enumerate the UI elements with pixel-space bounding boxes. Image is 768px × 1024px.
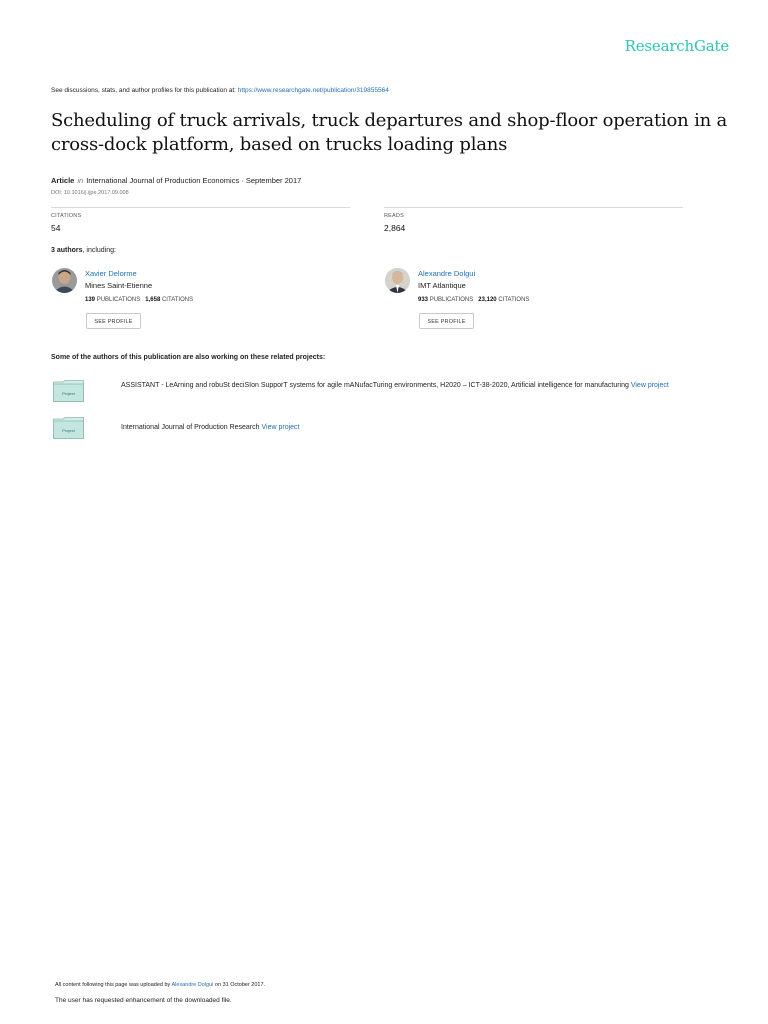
author-avatar-alexandre-dolgui[interactable]: [385, 268, 410, 293]
related-projects-heading: Some of the authors of this publication are also working on these related projects:: [51, 354, 326, 361]
authors-count-suffix: , including:: [82, 247, 116, 254]
see-discussions-text: See discussions, stats, and author profiles for this publication at:: [51, 87, 238, 94]
publication-meta: [51, 176, 301, 185]
uploader-link[interactable]: Alexandre Dolgui: [171, 982, 214, 988]
upload-note-prefix: All content following this page was uploaded by: [55, 982, 172, 988]
author-institution: Mines Saint-Etienne: [85, 281, 153, 290]
upload-note-suffix: on 31 October 2017.: [213, 982, 266, 988]
reads-label: READS: [384, 213, 404, 219]
project-icon-label: Project: [62, 428, 75, 433]
publication-title: Scheduling of truck arrivals, truck departures and shop-floor operation in a cross-dock platform, based on trucks loading plans: [51, 110, 728, 155]
upload-note: [55, 982, 265, 988]
author-publications-label: PUBLICATIONS: [96, 297, 141, 303]
journal-and-date: International Journal of Production Economics · September 2017: [86, 176, 302, 185]
see-profile-button[interactable]: SEE PROFILE: [86, 313, 141, 329]
author-stats: [85, 297, 193, 303]
author-stats: [418, 297, 529, 303]
citations-value: 54: [51, 223, 61, 233]
folder-icon: [53, 380, 84, 402]
doi: DOI: 10.1016/j.ijpe.2017.09.008: [51, 190, 129, 196]
reads-divider: [384, 207, 683, 208]
author-name-alexandre-dolgui[interactable]: Alexandre Dolgui: [418, 269, 476, 278]
authors-count-number: 3 authors: [51, 247, 83, 254]
view-project-link[interactable]: View project: [261, 424, 300, 431]
author-institution: IMT Atlantique: [418, 281, 466, 290]
author-citations-label: CITATIONS: [161, 297, 194, 303]
author-publications-count: 139: [85, 297, 96, 303]
author-citations-label: CITATIONS: [498, 297, 530, 303]
citations-label: CITATIONS: [51, 213, 82, 219]
related-project-title: International Journal of Production Research: [121, 424, 262, 431]
reads-value: 2,864: [384, 223, 406, 233]
related-project-item: [121, 380, 721, 392]
see-discussions-line: [51, 87, 389, 94]
project-icon-label: Project: [62, 391, 75, 396]
in-word: in: [77, 176, 84, 185]
publication-type: Article: [51, 176, 75, 185]
project-folder-icon[interactable]: [53, 417, 84, 437]
related-project-title: ASSISTANT - LeArning and robuSt deciSIon SupporT systems for agile mANufacTuring environments, H2020 – ICT-38-2020, Artificial intelligence for manufacturing: [121, 382, 631, 389]
project-folder-icon[interactable]: [53, 380, 84, 400]
folder-icon: [53, 417, 84, 439]
researchgate-logo[interactable]: ResearchGate: [624, 37, 729, 55]
publication-url-link[interactable]: https://www.researchgate.net/publication/319855564: [237, 87, 389, 94]
see-profile-button[interactable]: SEE PROFILE: [419, 313, 474, 329]
author-publications-count: 933: [418, 297, 429, 303]
author-citations-count: 1,658: [145, 297, 161, 303]
citations-divider: [51, 207, 350, 208]
avatar-photo-icon: [52, 268, 77, 293]
view-project-link[interactable]: View project: [630, 382, 669, 389]
author-name-xavier-delorme[interactable]: Xavier Delorme: [85, 269, 137, 278]
related-project-item: [121, 422, 721, 434]
author-citations-count: 23,120: [478, 297, 497, 303]
author-publications-label: PUBLICATIONS: [429, 297, 474, 303]
author-avatar-xavier-delorme[interactable]: [52, 268, 77, 293]
avatar-photo-icon: [385, 268, 410, 293]
authors-count: [51, 247, 116, 254]
enhancement-note: The user has requested enhancement of the downloaded file.: [55, 997, 232, 1004]
